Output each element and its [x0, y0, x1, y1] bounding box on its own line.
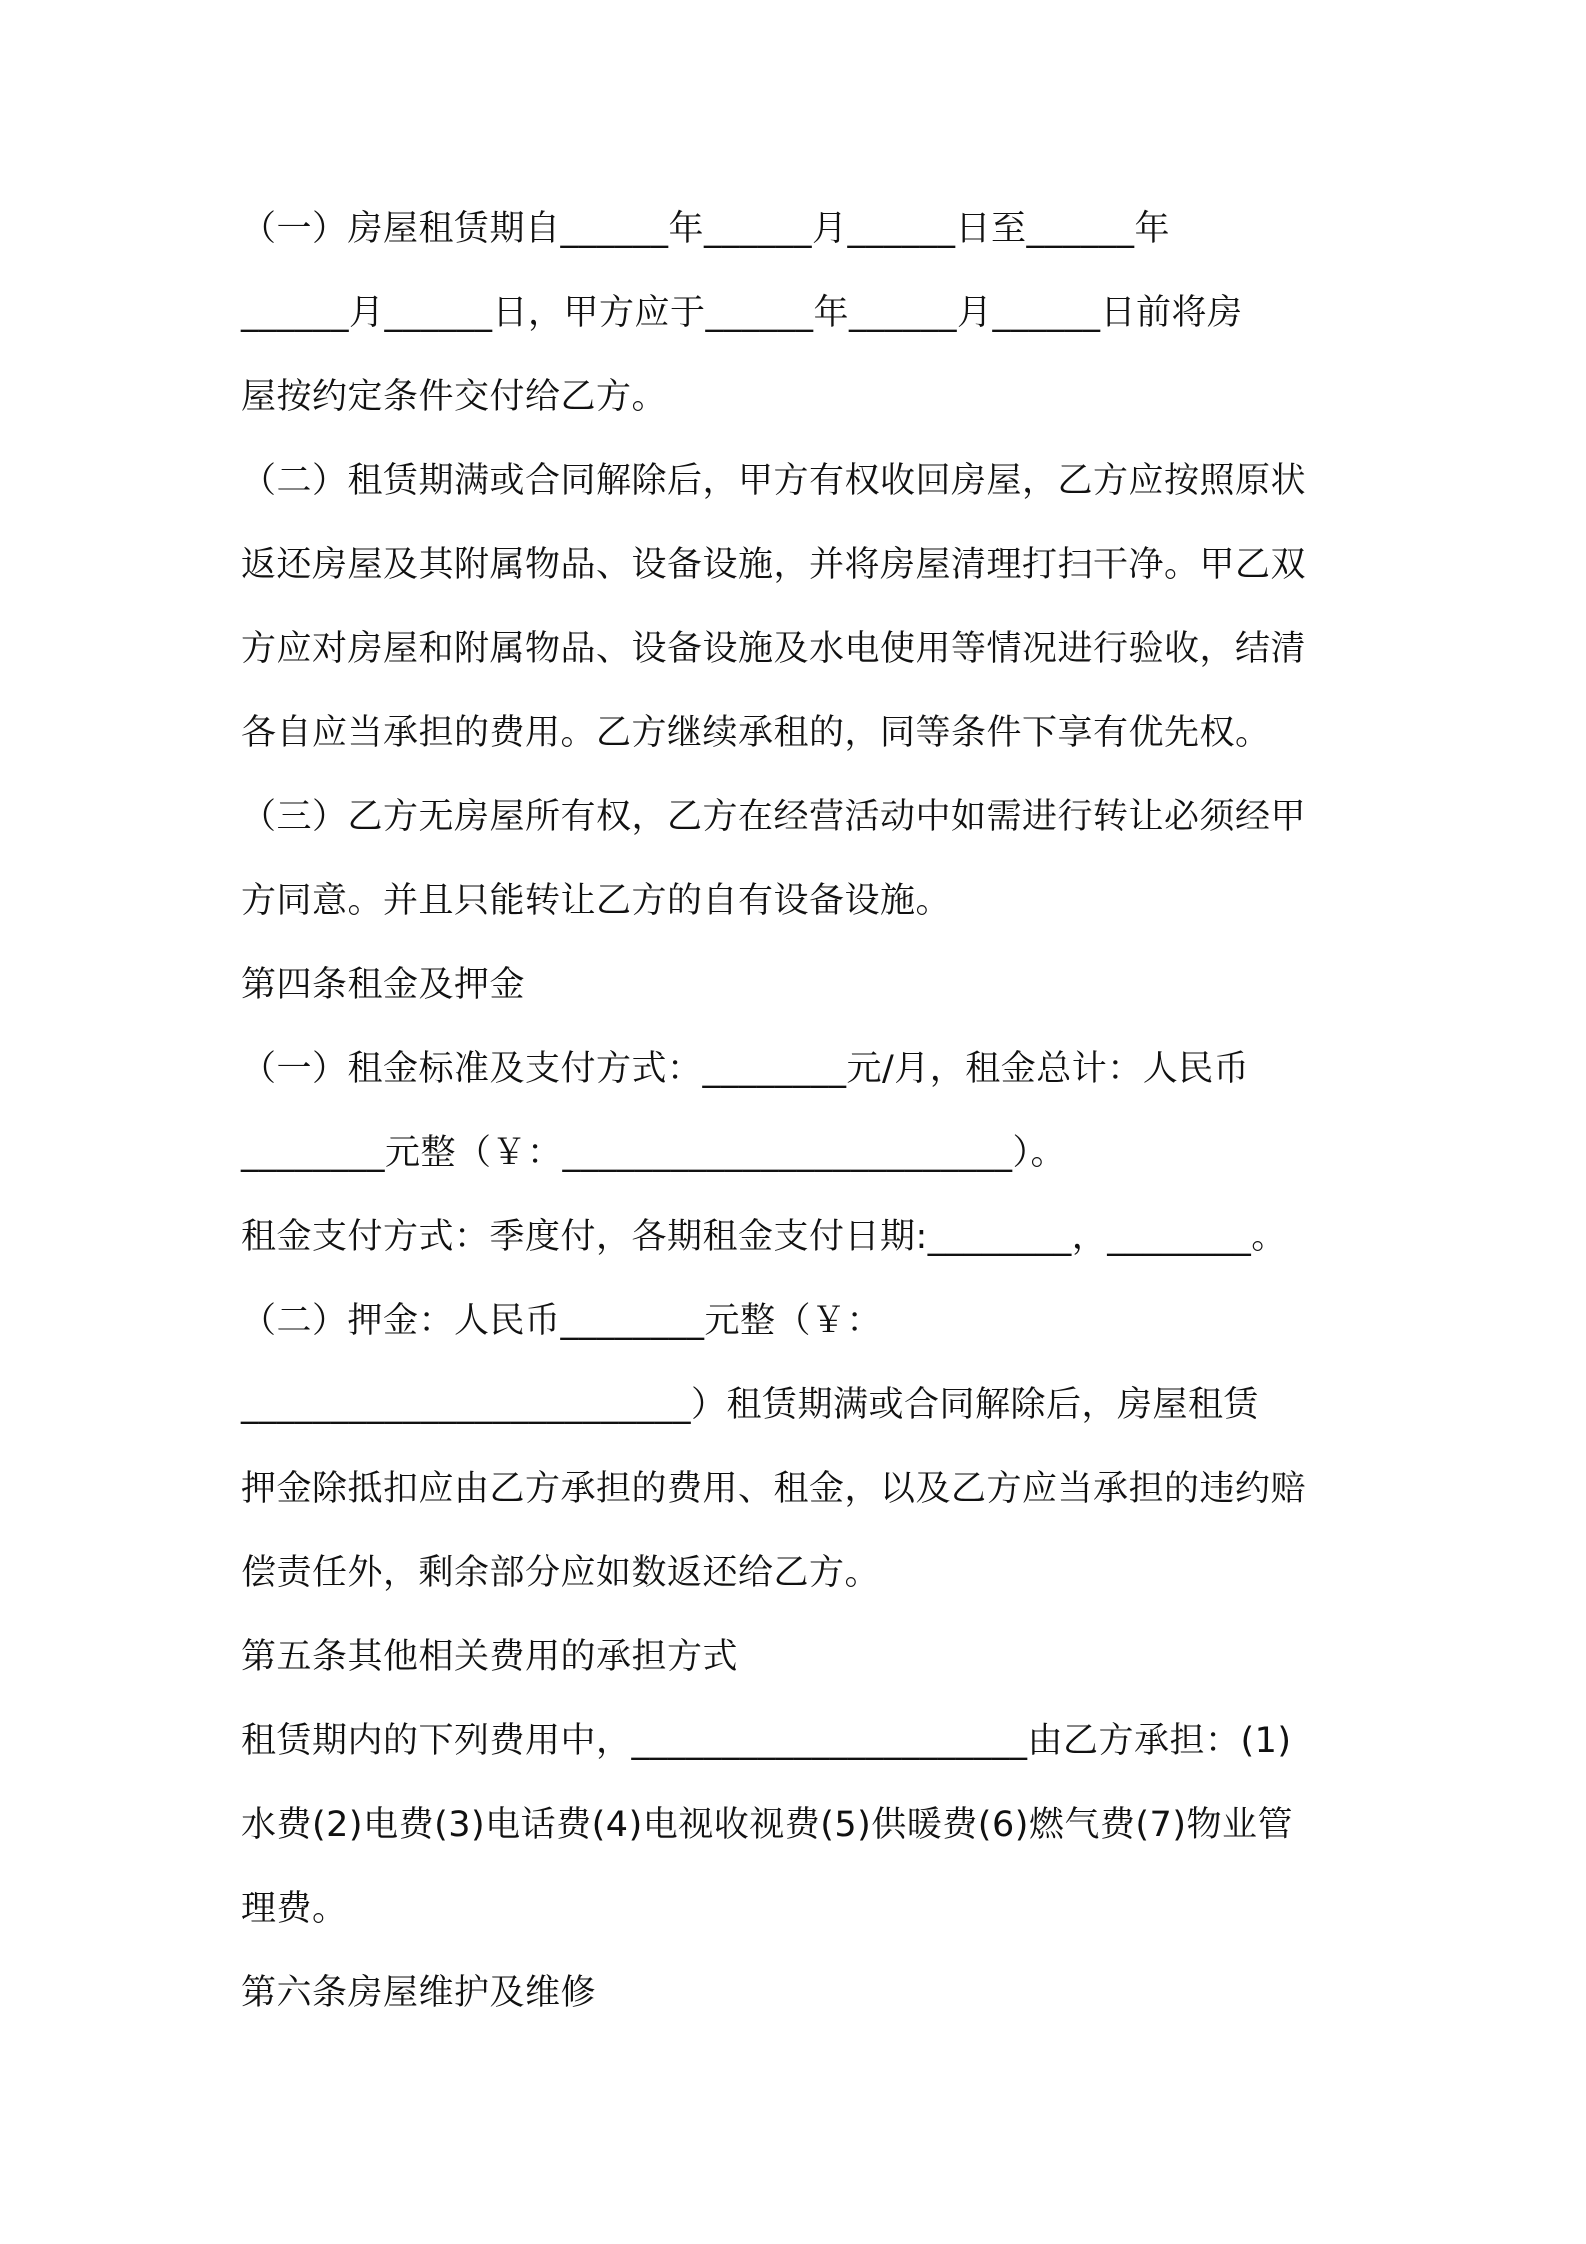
clause-4-3-line-1: （三）乙方无房屋所有权，乙方在经营活动中如需进行转让必须经甲: [241, 797, 1307, 837]
rent-payment-method: 租金支付方式：季度付，各期租金支付日期:________，________。: [241, 1217, 1287, 1257]
section-heading-5: 第五条其他相关费用的承担方式: [241, 1637, 739, 1677]
clause-4-2-line-4: 各自应当承担的费用。乙方继续承租的，同等条件下享有优先权。: [241, 713, 1271, 753]
clause-4-3-line-2: 方同意。并且只能转让乙方的自有设备设施。: [241, 881, 952, 921]
deposit-line-2: _________________________）租赁期满或合同解除后，房屋租赁: [241, 1385, 1260, 1425]
deposit-line-1: （二）押金：人民币________元整（￥：: [241, 1301, 883, 1341]
section-heading-6: 第六条房屋维护及维修: [241, 1973, 597, 2013]
clause-4-1-line-1: （一）房屋租赁期自______年______月______日至______年: [241, 209, 1171, 249]
deposit-line-4: 偿责任外，剩余部分应如数返还给乙方。: [241, 1553, 881, 1593]
clause-4-2-line-2: 返还房屋及其附属物品、设备设施，并将房屋清理打扫干净。甲乙双: [241, 545, 1307, 585]
rent-standard-line-2: ________元整（￥：_________________________）。: [241, 1133, 1067, 1173]
clause-4-1-line-3: 屋按约定条件交付给乙方。: [241, 377, 668, 417]
section-heading-4: 第四条租金及押金: [241, 965, 526, 1005]
deposit-line-3: 押金除抵扣应由乙方承担的费用、租金，以及乙方应当承担的违约赔: [241, 1469, 1307, 1509]
rent-standard-line-1: （一）租金标准及支付方式：________元/月，租金总计：人民币: [241, 1049, 1250, 1089]
fees-line-3: 理费。: [241, 1889, 348, 1929]
clause-4-2-line-3: 方应对房屋和附属物品、设备设施及水电使用等情况进行验收，结清: [241, 629, 1307, 669]
fees-line-2: 水费(2)电费(3)电话费(4)电视收视费(5)供暖费(6)燃气费(7)物业管: [241, 1805, 1293, 1845]
clause-4-2-line-1: （二）租赁期满或合同解除后，甲方有权收回房屋，乙方应按照原状: [241, 461, 1307, 501]
fees-line-1: 租赁期内的下列费用中，______________________由乙方承担：(1): [241, 1721, 1292, 1761]
clause-4-1-line-2: ______月______日，甲方应于______年______月______日前将房: [241, 293, 1243, 333]
